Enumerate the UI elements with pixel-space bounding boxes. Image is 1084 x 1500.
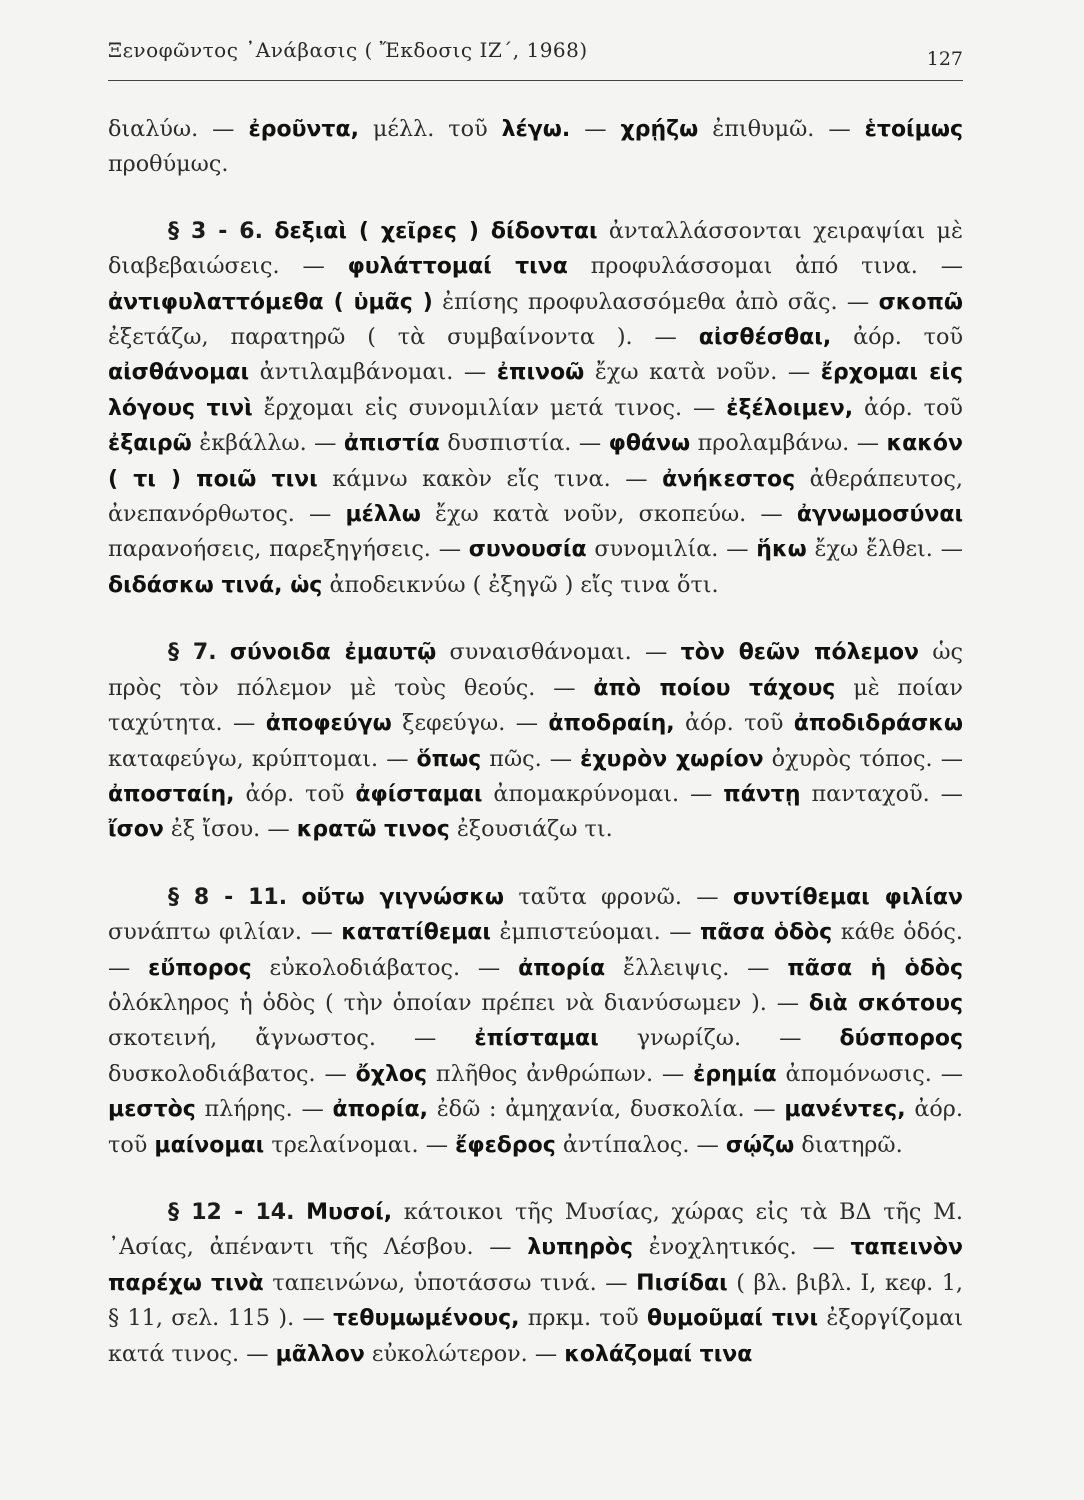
headword: ἀνήκεστος (662, 466, 796, 492)
gloss-text: ἔλλειψις. — (605, 954, 788, 981)
headword: συντίθεμαι φιλίαν (732, 884, 963, 910)
gloss-text: δυσκολοδιάβατος. — (108, 1060, 356, 1087)
headword: θυμοῦμαί τινι (647, 1306, 819, 1332)
gloss-text: ἐδῶ : ἀμηχανία, δυσκολία. — (427, 1096, 785, 1123)
gloss-text: ἀόρ. τοῦ (853, 394, 963, 421)
gloss-text: γνωρίζω. — (598, 1025, 840, 1052)
gloss-text: πανταχοῦ. — (800, 780, 963, 807)
headword: ἀπορία (518, 955, 606, 981)
headword: ἔφεδρος (455, 1132, 556, 1158)
gloss-text (287, 884, 301, 910)
section-marker: § 8 - 11. (168, 884, 288, 910)
gloss-text: ἀόρ. τοῦ (831, 324, 963, 351)
gloss-text: ἔχω κατὰ νοῦν. — (584, 359, 821, 386)
gloss-text (217, 639, 230, 665)
gloss-text: κάθε ὁδός. — (108, 919, 963, 981)
gloss-text: ἔρχομαι εἰς συνομιλίαν μετά τινος. — (252, 394, 727, 421)
headword: αἰσθέσθαι, (698, 325, 832, 351)
gloss-text: δυσπιστία. — (439, 430, 609, 457)
headword: ἥκω (756, 537, 807, 563)
headword: εὔπορος (148, 955, 252, 981)
headword: κακόν ( τι ) ποιῶ τινι (108, 431, 963, 492)
section-marker: § 3 - 6. (168, 218, 263, 244)
gloss-text: ἀόρ. τοῦ (234, 780, 356, 807)
gloss-text: ἔχω κατὰ νοῦν, σκοπεύω. — (420, 501, 797, 528)
headword: οὕτω γιγνώσκω (301, 884, 504, 910)
gloss-text: ἀόρ. τοῦ (674, 710, 794, 737)
headword: ἐρημία (693, 1061, 777, 1087)
gloss-text: ἀθεράπευτος, ἀνεπανόρθωτος. — (108, 465, 963, 528)
headword: σύνοιδα ἐμαυτῷ (229, 640, 437, 666)
headword: τεθυμωμένους, (333, 1306, 520, 1332)
headword: ἐπίσταμαι (474, 1026, 599, 1052)
gloss-text: κάμνω κακὸν εἴς τινα. — (317, 465, 663, 492)
body-text (108, 112, 963, 1372)
gloss-text: προλαμβάνω. — (690, 430, 887, 457)
gloss-text: ἐπίσης προφυλασσόμεθα ἀπὸ σᾶς. — (432, 288, 879, 315)
gloss-text: πῶς. — (481, 745, 581, 772)
headword: διδάσκω τινά, ὡς (108, 572, 323, 598)
gloss-text: συνομιλία. — (586, 536, 757, 563)
gloss-text: εὐκολώτερον. — (364, 1340, 565, 1367)
headword: Μυσοί, (306, 1199, 393, 1225)
paragraph (108, 1195, 963, 1372)
gloss-text: ἀόρ. τοῦ (108, 1096, 963, 1158)
gloss-text: ἐμπιστεύομαι. — (490, 919, 701, 946)
gloss-text: πρκμ. τοῦ (519, 1305, 647, 1332)
headword: φθάνω (608, 431, 691, 457)
gloss-text: εὐκολοδιάβατος. — (251, 954, 519, 981)
paragraph (108, 214, 963, 603)
headword: λέγω. (501, 117, 571, 142)
headword: ἀφίσταμαι (355, 781, 483, 807)
gloss-text: σκοτεινή, ἄγνωστος. — (108, 1025, 475, 1052)
headword: ἐξέλοιμεν, (726, 395, 854, 421)
paragraph (108, 635, 963, 847)
gloss-text: ξεφεύγω. — (391, 710, 549, 737)
gloss-text: συνάπτω φιλίαν. — (108, 919, 342, 946)
headword: ἔρχομαι εἰς λόγους τινὶ (108, 360, 964, 421)
headword: ἀποσταίη, (108, 781, 235, 807)
gloss-text: ἐκβάλλω. — (191, 430, 344, 457)
headword: ἀπορία, (332, 1097, 428, 1123)
headword: ἐροῦντα, (248, 117, 359, 142)
gloss-text: καταφεύγω, κρύπτομαι. — (108, 745, 417, 772)
headword: ἐχυρὸν χωρίον (580, 746, 764, 772)
headword: ἴσον (108, 817, 164, 843)
headword: Πισίδαι (636, 1270, 728, 1296)
gloss-text: ἐνοχλητικός. — (633, 1234, 851, 1261)
headword: ὄχλος (355, 1061, 428, 1087)
headword: λυπηρὸς (527, 1235, 634, 1261)
headword: μαίνομαι (154, 1132, 265, 1158)
paragraph (108, 880, 963, 1163)
gloss-text: ἔχω ἔλθει. — (806, 536, 963, 563)
gloss-text: ταπεινώνω, ὑποτάσσω τινά. — (263, 1269, 637, 1296)
gloss-text: ἀποδεικνύω ( ἐξηγῶ ) εἴς τινα ὅτι. (322, 571, 719, 598)
gloss-text: ὡς πρὸς τὸν πόλεμον μὲ τοὺς θεούς. — (108, 639, 964, 701)
gloss-text: προφυλάσσομαι ἀπό τινα. — (567, 253, 963, 280)
gloss-text (263, 218, 274, 244)
header-title: Ξενοφῶντος ᾿Ανάβασις ( Ἔκδοσις ΙΖ΄, 1968) (108, 38, 588, 62)
gloss-text: μὲ ποίαν ταχύτητα. — (108, 674, 963, 737)
headword: ἀγνωμοσύναι (796, 502, 964, 528)
headword: κρατῶ τινος (296, 817, 450, 843)
headword: δεξιαὶ ( χεῖρες ) δίδονται (274, 218, 598, 244)
gloss-text: διαλύω. — (108, 116, 249, 142)
headword: ἀποδραίη, (548, 711, 675, 737)
headword: διὰ σκότους (808, 990, 963, 1016)
section-marker: § 12 - 14. (168, 1199, 295, 1225)
gloss-text: ἐξ ἴσου. — (163, 816, 297, 843)
headword: μανέντες, (784, 1097, 906, 1123)
headword: ἐπινοῶ (496, 360, 585, 386)
gloss-text: ἐξετάζω, παρατηρῶ ( τὰ συμβαίνοντα ). — (108, 324, 699, 351)
gloss-text: ὀχυρὸς τόπος. — (763, 745, 963, 772)
headword: μέλλω (345, 502, 421, 528)
headword: ἀντιφυλαττόμεθα ( ὑμᾶς ) (108, 289, 433, 315)
headword: ἐξαιρῶ (108, 431, 192, 457)
gloss-text: μέλλ. τοῦ (358, 116, 502, 142)
gloss-text: συναισθάνομαι. — (436, 639, 681, 666)
gloss-text: προθύμως. (108, 151, 229, 178)
page-number: 127 (926, 48, 963, 70)
gloss-text: ταῦτα φρονῶ. — (504, 883, 733, 910)
headword: τὸν θεῶν πόλεμον (680, 640, 920, 666)
gloss-text: ἀντιλαμβάνομαι. — (249, 359, 497, 386)
headword: ταπεινὸν παρέχω τινὰ (108, 1235, 963, 1296)
headword: δύσπορος (839, 1026, 963, 1052)
gloss-text (294, 1199, 306, 1225)
gloss-text: ἀνταλλάσσονται χειραψίαι μὲ διαβεβαιώσεις. — (108, 217, 964, 280)
headword: κολάζομαί τινα (564, 1341, 753, 1367)
paragraph (108, 112, 963, 182)
headword: ἑτοίμως (864, 117, 963, 142)
gloss-text: ἀντίπαλος. — (555, 1131, 726, 1158)
headword: ὅπως (416, 746, 482, 772)
headword: σῴζω (725, 1132, 795, 1158)
headword: πάντῃ (723, 781, 801, 807)
gloss-text: πλήρης. — (195, 1096, 333, 1123)
headword: χρῄζω (620, 117, 699, 142)
headword: κατατίθεμαι (341, 920, 491, 946)
headword: ἀπιστία (343, 431, 440, 457)
section-marker: § 7. (168, 640, 217, 666)
headword: ἀπὸ ποίου τάχους (593, 675, 836, 701)
gloss-text: ἀπομόνωσις. — (776, 1060, 963, 1087)
gloss-text: ἐξουσιάζω τι. (449, 816, 613, 843)
gloss-text: διατηρῶ. (794, 1131, 903, 1158)
gloss-text: κάτοικοι τῆς Μυσίας, χώρας εἰς τὰ ΒΔ τῆς Μ. ᾿Ασίας, ἀπέναντι τῆς Λέσβου. — (108, 1198, 963, 1261)
headword: συνουσία (468, 537, 587, 563)
gloss-text: ἐξοργίζομαι κατά τινος. — (108, 1305, 964, 1367)
gloss-text: ( βλ. βιβλ. Ι, κεφ. 1, § 11, σελ. 115 ). — (108, 1269, 964, 1332)
headword: πᾶσα ὁδὸς (700, 920, 833, 946)
gloss-text: πλῆθος ἀνθρώπων. — (427, 1060, 694, 1087)
headword: μεστὸς (108, 1097, 196, 1123)
headword: μᾶλλον (275, 1341, 365, 1367)
headword: πᾶσα ἡ ὁδὸς (787, 955, 964, 981)
header-rule (108, 80, 963, 81)
gloss-text: — (570, 116, 621, 142)
headword: σκοπῶ (878, 289, 963, 315)
headword: ἀποφεύγω (265, 711, 392, 737)
headword: ἀποδιδράσκω (793, 711, 963, 737)
gloss-text: ἐπιθυμῶ. — (698, 116, 865, 142)
headword: αἰσθάνομαι (108, 360, 250, 386)
headword: φυλάττομαί τινα (347, 254, 568, 280)
gloss-text: παρανοήσεις, παρεξηγήσεις. — (108, 536, 469, 563)
gloss-text: ἀπομακρύνομαι. — (482, 780, 724, 807)
gloss-text: ὁλόκληρος ἡ ὁδὸς ( τὴν ὁποίαν πρέπει νὰ διανύσωμεν ). — (108, 989, 809, 1016)
running-header (108, 34, 963, 80)
gloss-text: τρελαίνομαι. — (264, 1131, 456, 1158)
